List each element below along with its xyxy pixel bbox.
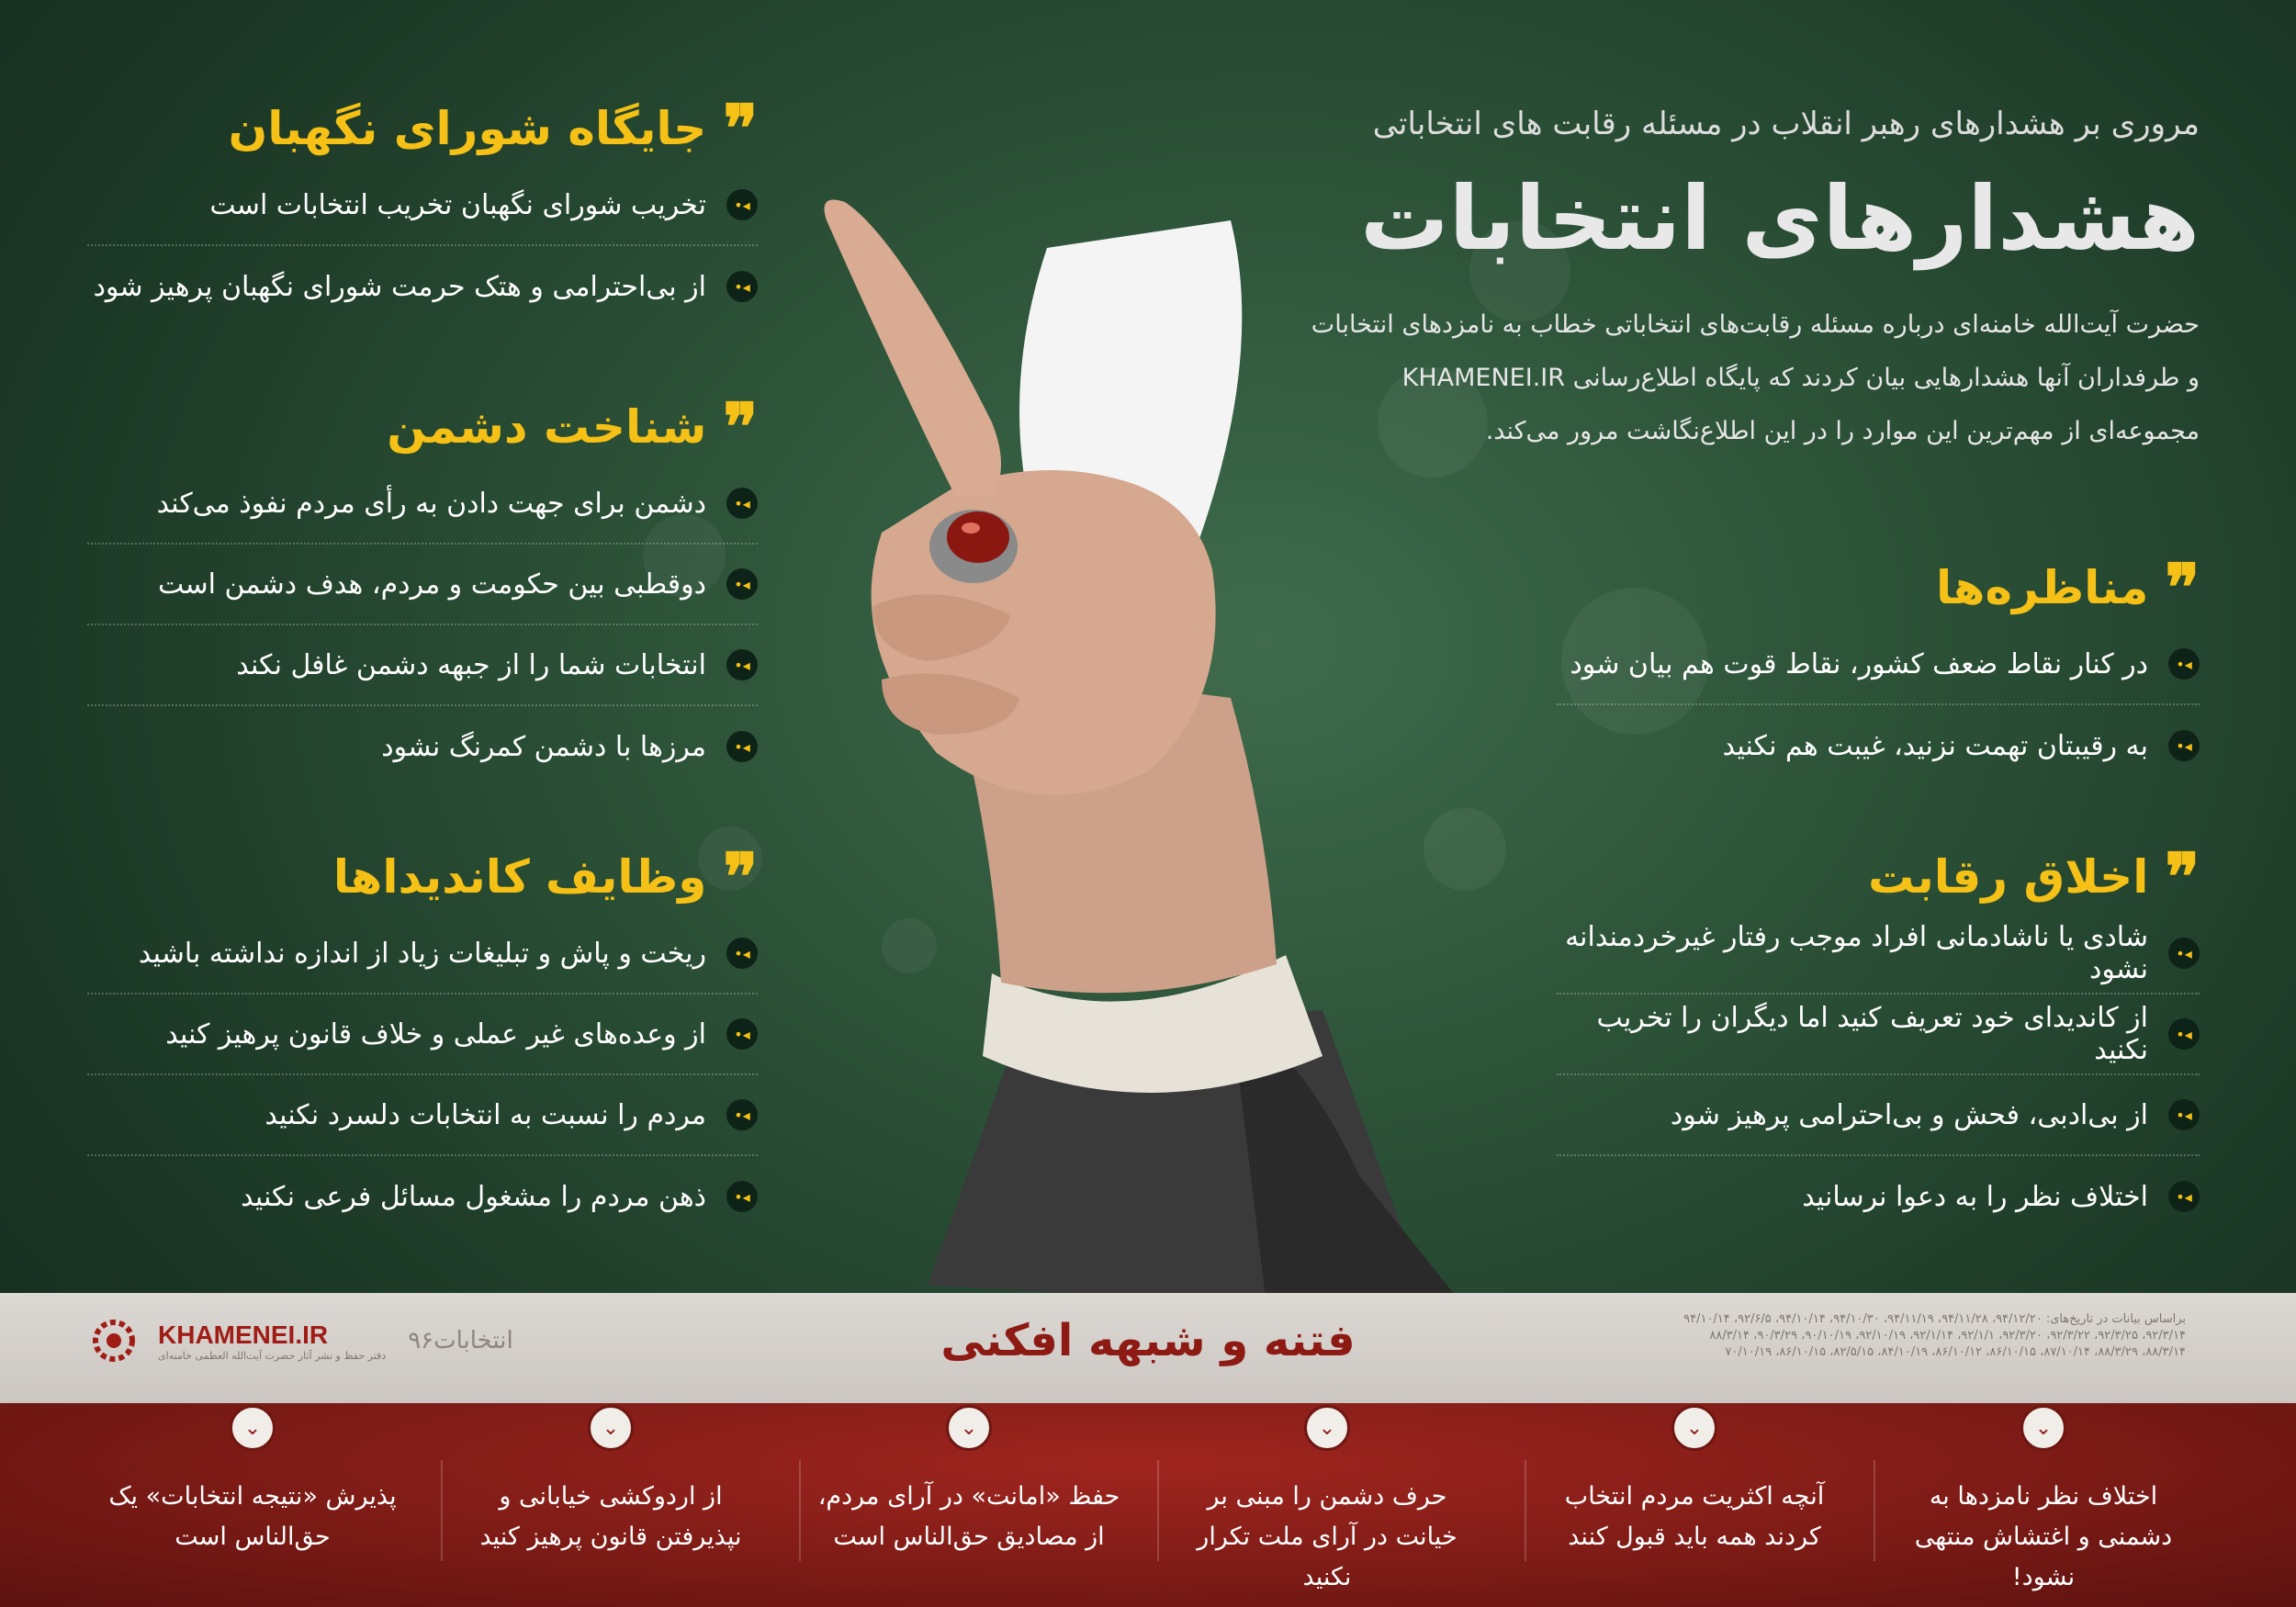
list-item: ◂• از کاندیدای خود تعریف کنید اما دیگران را تخریب نکنید bbox=[1557, 995, 2200, 1075]
chevron-bullet-icon: ◂• bbox=[726, 189, 758, 220]
list-item: ◂• مردم را نسبت به انتخابات دلسرد نکنید bbox=[87, 1075, 758, 1156]
intro-line: و طرفداران آنها هشدارهایی بیان کردند که پایگاه اطلاع‌رسانی KHAMENEI.IR bbox=[1401, 364, 2200, 392]
khamenei-logo-icon bbox=[92, 1319, 136, 1363]
fitna-item: ⌄ پذیرش «نتیجه انتخابات» یک حق‌الناس است bbox=[101, 1405, 404, 1557]
header-block bbox=[1281, 96, 2200, 458]
chevron-bullet-icon: ◂• bbox=[2168, 648, 2200, 680]
list-item: ◂• ذهن مردم را مشغول مسائل فرعی نکنید bbox=[87, 1156, 758, 1237]
section-title: اخلاق رقابت bbox=[1868, 850, 2149, 904]
quote-icon: ❞ bbox=[723, 90, 758, 166]
chevron-bullet-icon: ◂• bbox=[2168, 938, 2200, 969]
list-item: ◂• اختلاف نظر را به دعوا نرسانید bbox=[1557, 1156, 2200, 1237]
chevron-bullet-icon: ◂• bbox=[726, 938, 758, 969]
section-title: شناخت دشمن bbox=[387, 400, 707, 454]
chevron-bullet-icon: ◂• bbox=[726, 649, 758, 680]
logo-area bbox=[92, 1313, 513, 1368]
chevron-bullet-icon: ◂• bbox=[726, 271, 758, 302]
chevron-bullet-icon: ◂• bbox=[726, 1181, 758, 1212]
list-item: ◂• مرزها با دشمن کمرنگ نشود bbox=[87, 706, 758, 787]
chevron-bullet-icon: ◂• bbox=[726, 568, 758, 600]
page-title: هشدارهای انتخابات bbox=[1360, 167, 2200, 270]
list-item: ◂• از وعده‌های غیر عملی و خلاف قانون پرهیز کنید bbox=[87, 995, 758, 1075]
list-item: ◂• در کنار نقاط ضعف کشور، نقاط قوت هم بیان شود bbox=[1557, 624, 2200, 705]
intro-line: حضرت آیت‌الله خامنه‌ای درباره مسئله رقابت‌های انتخاباتی خطاب به نامزدهای انتخابات bbox=[1311, 310, 2200, 339]
list-item: ◂• ریخت و پاش و تبلیغات زیاد از اندازه نداشته باشید bbox=[87, 914, 758, 995]
column-divider bbox=[441, 1460, 443, 1561]
chevron-down-icon: ⌄ bbox=[946, 1405, 992, 1451]
fitna-item: ⌄ حرف دشمن را مبنی بر خیانت در آرای ملت تکرار نکنید bbox=[1176, 1405, 1479, 1598]
list-item: ◂• دوقطبی بین حکومت و مردم، هدف دشمن است bbox=[87, 545, 758, 625]
list-item: ◂• از بی‌احترامی و هتک حرمت شورای نگهبان پرهیز شود bbox=[87, 246, 758, 327]
fitna-item: ⌄ آنچه اکثریت مردم انتخاب کردند همه باید قبول کنند bbox=[1543, 1405, 1846, 1557]
chevron-bullet-icon: ◂• bbox=[2168, 1099, 2200, 1130]
quote-icon: ❞ bbox=[723, 388, 758, 465]
quote-icon: ❞ bbox=[2165, 838, 2200, 915]
column-divider bbox=[1874, 1460, 1875, 1561]
elections-logo: انتخابات۹۶ bbox=[408, 1327, 513, 1354]
section-competition-ethics bbox=[1557, 840, 2200, 1237]
chevron-bullet-icon: ◂• bbox=[726, 731, 758, 762]
chevron-bullet-icon: ◂• bbox=[2168, 1181, 2200, 1212]
section-title: مناظره‌ها bbox=[1936, 561, 2149, 614]
intro-paragraph bbox=[1281, 298, 2200, 458]
section-guardian-council bbox=[87, 92, 758, 327]
fitna-item: ⌄ از اردوکشی خیابانی و نپذیرفتن قانون پرهیز کنید bbox=[459, 1405, 762, 1557]
chevron-down-icon: ⌄ bbox=[1671, 1405, 1717, 1451]
column-divider bbox=[1525, 1460, 1526, 1561]
chevron-down-icon: ⌄ bbox=[230, 1405, 276, 1451]
chevron-bullet-icon: ◂• bbox=[2168, 1018, 2200, 1050]
list-item: ◂• از بی‌ادبی، فحش و بی‌احترامی پرهیز شود bbox=[1557, 1075, 2200, 1156]
list-item: ◂• به رقیبتان تهمت نزنید، غیبت هم نکنید bbox=[1557, 705, 2200, 786]
section-know-enemy bbox=[87, 390, 758, 787]
fitna-item: ⌄ حفظ «امانت» در آرای مردم، از مصادیق حق‌الناس است bbox=[817, 1405, 1120, 1557]
chevron-bullet-icon: ◂• bbox=[2168, 730, 2200, 761]
list-item: ◂• شادی یا ناشادمانی افراد موجب رفتار غیرخردمندانه نشود bbox=[1557, 914, 2200, 995]
site-logo-subtitle: دفتر حفظ و نشر آثار حضرت آیت‌الله العظمی خامنه‌ای bbox=[158, 1349, 387, 1362]
chevron-bullet-icon: ◂• bbox=[726, 1018, 758, 1050]
quote-icon: ❞ bbox=[2165, 549, 2200, 625]
column-divider bbox=[1157, 1460, 1159, 1561]
chevron-down-icon: ⌄ bbox=[1304, 1405, 1350, 1451]
fitna-item: ⌄ اختلاف نظر نامزدها به دشمنی و اغتشاش منتهی نشود! bbox=[1892, 1405, 2195, 1598]
section-title: وظایف کاندیداها bbox=[332, 850, 707, 904]
quote-icon: ❞ bbox=[723, 838, 758, 915]
source-dates: براساس بیانات در تاریخ‌های: ۹۴/۱۲/۲۰، ۹۴/۱۱/۲۸، ۹۴/۱۱/۱۹، ۹۴/۱۰/۳۰، ۹۴/۱۰/۱۴، ۹۲/۶/۵، ۹۴/۱۰/۱۴ ۹۲/۳/۱۴، ۹۲/۳/۲۵، ۹۲/۳/۲۲، ۹۲/۳/۲۰، ۹۲/۱/۱، ۹۲/۱/۱۴، ۹۲/۱۰/۱۹، ۹۰/۱۰/۱۹، ۹۰/۳/۲۹، ۸۸/۳/۱۴ ۸۸/۳/۱۴، ۸۸/۳/۲۹، ۸۷/۱۰/۱۴، ۸۶/۱۰/۱۵، ۸۶/۱۰/۱۲، ۸۴/۱۰/۱۹، ۸۲/۵/۱۵، ۸۶/۱۰/۱۵، ۷۰/۱۰/۱۹ bbox=[1683, 1312, 2186, 1359]
fitna-section-title: فتنه و شبهه افکنی bbox=[940, 1315, 1356, 1366]
list-item: ◂• تخریب شورای نگهبان تخریب انتخابات است bbox=[87, 165, 758, 246]
site-logo-text: KHAMENEI.IR bbox=[158, 1320, 329, 1349]
chevron-bullet-icon: ◂• bbox=[726, 1099, 758, 1130]
chevron-down-icon: ⌄ bbox=[588, 1405, 634, 1451]
chevron-bullet-icon: ◂• bbox=[726, 488, 758, 519]
intro-line: مجموعه‌ای از مهم‌ترین این موارد را در این اطلاع‌نگاشت مرور می‌کند. bbox=[1485, 417, 2200, 445]
column-divider bbox=[799, 1460, 801, 1561]
section-title: جایگاه شورای نگهبان bbox=[228, 102, 707, 155]
header-subtitle: مروری بر هشدارهای رهبر انقلاب در مسئله رقابت های انتخاباتی bbox=[1372, 106, 2200, 142]
list-item: ◂• دشمن برای جهت دادن به رأی مردم نفوذ می‌کند bbox=[87, 464, 758, 545]
section-candidate-duties bbox=[87, 840, 758, 1237]
chevron-down-icon: ⌄ bbox=[2020, 1405, 2066, 1451]
list-item: ◂• انتخابات شما را از جبهه دشمن غافل نکند bbox=[87, 625, 758, 706]
section-debates bbox=[1557, 551, 2200, 786]
